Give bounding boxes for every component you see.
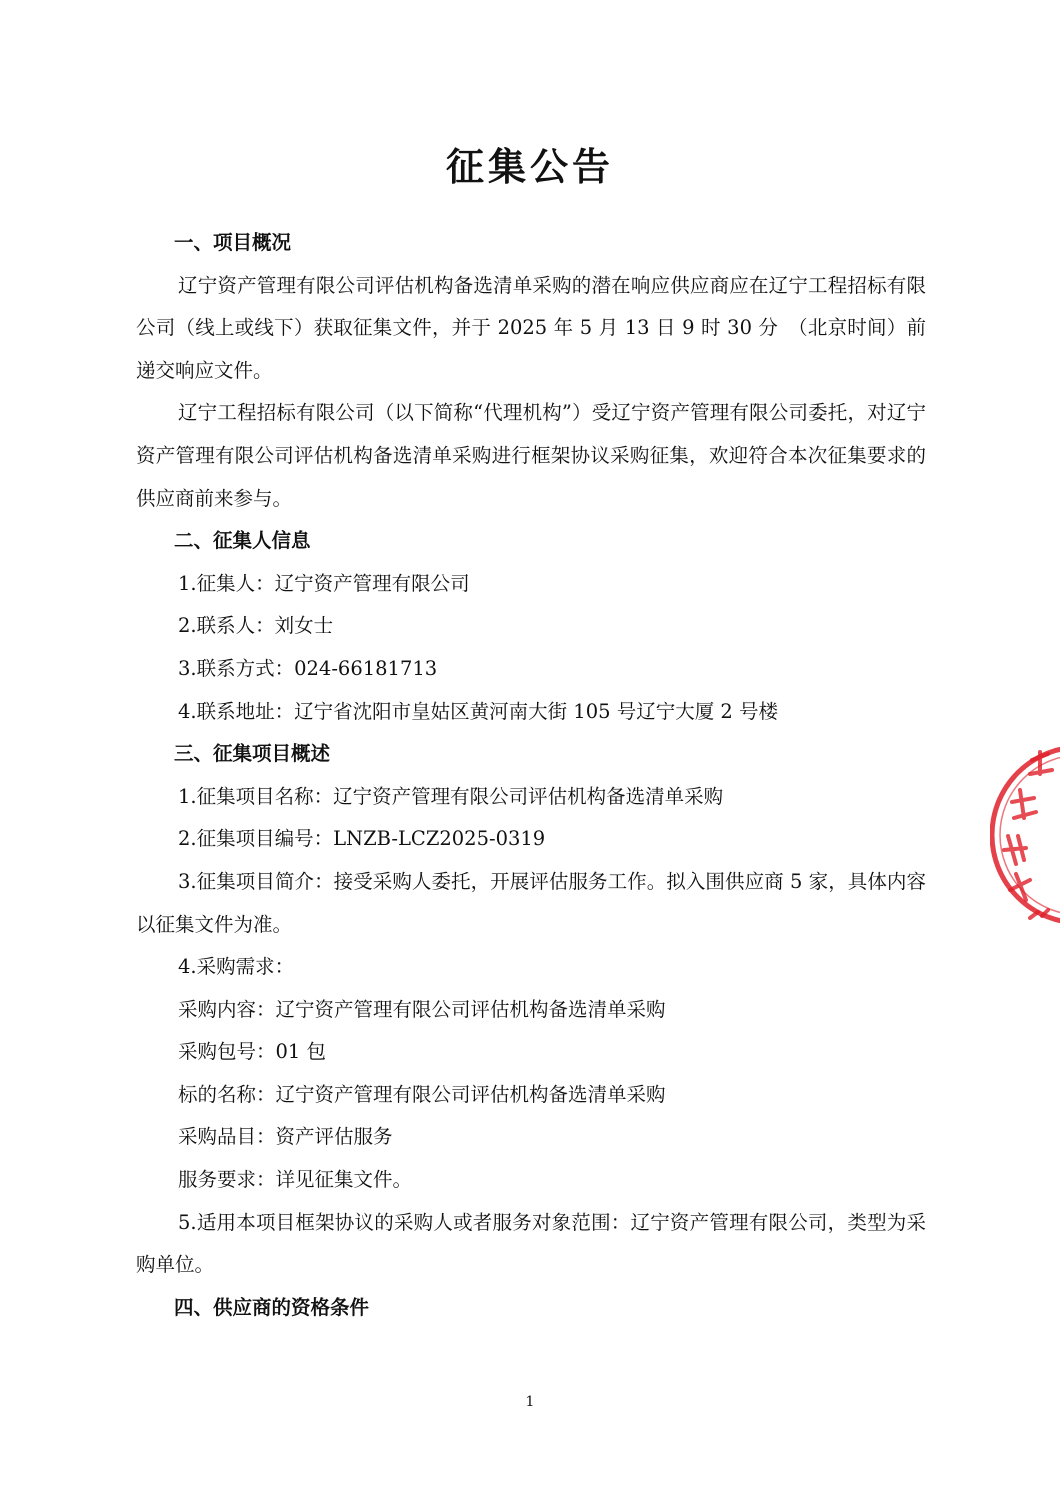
section-heading-qualifications: 四、供应商的资格条件 bbox=[174, 1295, 370, 1319]
section-heading-collector-info: 二、征集人信息 bbox=[174, 529, 311, 553]
paragraph: 辽宁资产管理有限公司评估机构备选清单采购的潜在响应供应商应在辽宁工程招标有限公司（线上或线下）获取征集文件，并于 2025 年 5 月 13 日 9 时 30 分 （北京时间）前递交响应文件。 bbox=[136, 273, 926, 382]
paragraph: 辽宁工程招标有限公司（以下简称“代理机构”）受辽宁资产管理有限公司委托，对辽宁资产管理有限公司评估机构备选清单采购进行框架协议采购征集，欢迎符合本次征集要求的供应商前来参与。 bbox=[136, 401, 926, 510]
info-line: 2.联系人：刘女士 bbox=[178, 614, 334, 638]
official-seal-icon bbox=[990, 740, 1060, 930]
info-line: 4.联系地址：辽宁省沈阳市皇姑区黄河南大街 105 号辽宁大厦 2 号楼 bbox=[178, 699, 779, 723]
info-line: 采购品目：资产评估服务 bbox=[178, 1125, 393, 1149]
info-line: 4.采购需求： bbox=[178, 955, 295, 979]
info-line: 服务要求：详见征集文件。 bbox=[178, 1168, 413, 1192]
info-line: 标的名称：辽宁资产管理有限公司评估机构备选清单采购 bbox=[178, 1082, 666, 1106]
info-line: 2.征集项目编号：LNZB-LCZ2025-0319 bbox=[178, 827, 546, 851]
info-line: 3.联系方式：024-66181713 bbox=[178, 656, 438, 680]
document-body bbox=[136, 222, 926, 1329]
paragraph: 5.适用本项目框架协议的采购人或者服务对象范围：辽宁资产管理有限公司，类型为采购单位。 bbox=[136, 1210, 926, 1277]
section-heading-overview: 一、项目概况 bbox=[174, 231, 292, 254]
page-number: 1 bbox=[525, 1394, 535, 1410]
info-line: 1.征集项目名称：辽宁资产管理有限公司评估机构备选清单采购 bbox=[178, 784, 724, 808]
info-line: 采购包号：01 包 bbox=[178, 1040, 327, 1064]
info-line: 1.征集人：辽宁资产管理有限公司 bbox=[178, 571, 470, 595]
info-line: 采购内容：辽宁资产管理有限公司评估机构备选清单采购 bbox=[178, 997, 666, 1021]
section-heading-project-summary: 三、征集项目概述 bbox=[174, 742, 331, 766]
paragraph: 3.征集项目简介：接受采购人委托，开展评估服务工作。拟入围供应商 5 家，具体内容以征集文件为准。 bbox=[136, 869, 926, 936]
document-title: 征集公告 bbox=[445, 145, 614, 189]
